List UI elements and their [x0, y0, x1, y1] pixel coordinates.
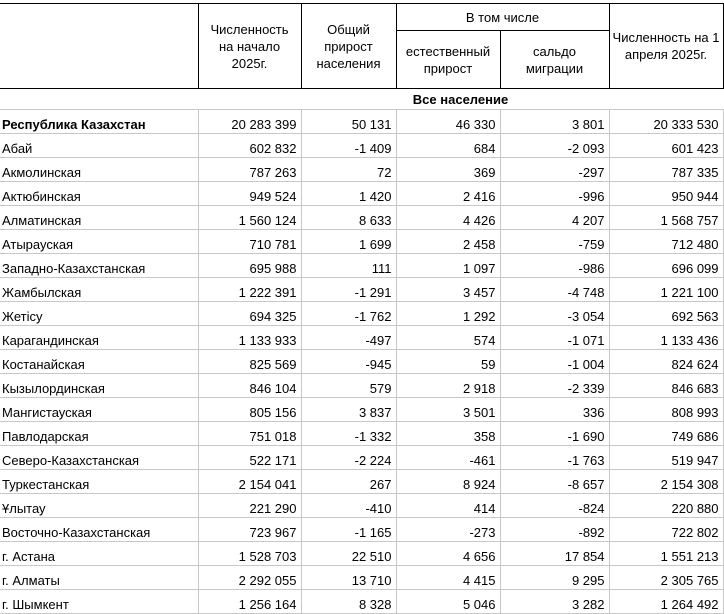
net-migration-cell: -1 690 [500, 422, 609, 446]
natural-growth-cell: 574 [396, 326, 500, 350]
table-row [0, 302, 723, 326]
start-population-cell: 522 171 [198, 446, 301, 470]
table-row [0, 590, 723, 614]
total-growth-cell: -1 409 [301, 134, 396, 158]
natural-growth-cell: 2 458 [396, 230, 500, 254]
table-row [0, 182, 723, 206]
start-population-cell: 846 104 [198, 374, 301, 398]
start-population-cell: 787 263 [198, 158, 301, 182]
table-row [0, 422, 723, 446]
natural-growth-cell: 8 924 [396, 470, 500, 494]
start-population-cell: 1 133 933 [198, 326, 301, 350]
header-total-growth: Общий прирост населения [301, 4, 396, 89]
table-row [0, 566, 723, 590]
start-population-cell: 805 156 [198, 398, 301, 422]
start-population-cell: 602 832 [198, 134, 301, 158]
table-row [0, 542, 723, 566]
end-population-cell: 1 133 436 [609, 326, 723, 350]
net-migration-cell: -996 [500, 182, 609, 206]
region-name: Туркестанская [0, 470, 198, 494]
total-growth-cell: -1 165 [301, 518, 396, 542]
end-population-cell: 1 551 213 [609, 542, 723, 566]
end-population-cell: 749 686 [609, 422, 723, 446]
total-growth-cell: 50 131 [301, 110, 396, 134]
end-population-cell: 846 683 [609, 374, 723, 398]
natural-growth-cell: 4 426 [396, 206, 500, 230]
net-migration-cell: 9 295 [500, 566, 609, 590]
start-population-cell: 710 781 [198, 230, 301, 254]
region-name: Кызылординская [0, 374, 198, 398]
start-population-cell: 1 256 164 [198, 590, 301, 614]
start-population-cell: 1 222 391 [198, 278, 301, 302]
table-row [0, 158, 723, 182]
net-migration-cell: -1 763 [500, 446, 609, 470]
end-population-cell: 519 947 [609, 446, 723, 470]
end-population-cell: 787 335 [609, 158, 723, 182]
start-population-cell: 825 569 [198, 350, 301, 374]
region-name: г. Алматы [0, 566, 198, 590]
natural-growth-cell: 414 [396, 494, 500, 518]
header-start-population: Численность на начало 2025г. [198, 4, 301, 89]
end-population-cell: 601 423 [609, 134, 723, 158]
net-migration-cell: -2 339 [500, 374, 609, 398]
natural-growth-cell: 1 292 [396, 302, 500, 326]
net-migration-cell: 3 801 [500, 110, 609, 134]
start-population-cell: 695 988 [198, 254, 301, 278]
region-name: Атырауская [0, 230, 198, 254]
end-population-cell: 712 480 [609, 230, 723, 254]
start-population-cell: 723 967 [198, 518, 301, 542]
table-row [0, 494, 723, 518]
start-population-cell: 20 283 399 [198, 110, 301, 134]
start-population-cell: 1 528 703 [198, 542, 301, 566]
natural-growth-cell: 2 416 [396, 182, 500, 206]
table-row [0, 326, 723, 350]
total-growth-cell: -1 762 [301, 302, 396, 326]
table-row [0, 110, 723, 134]
net-migration-cell: 336 [500, 398, 609, 422]
table-row [0, 134, 723, 158]
end-population-cell: 20 333 530 [609, 110, 723, 134]
end-population-cell: 692 563 [609, 302, 723, 326]
header-net-migration: сальдо миграции [500, 31, 609, 89]
end-population-cell: 2 154 308 [609, 470, 723, 494]
total-growth-cell: -945 [301, 350, 396, 374]
total-growth-cell: 8 633 [301, 206, 396, 230]
table-row [0, 470, 723, 494]
natural-growth-cell: 358 [396, 422, 500, 446]
natural-growth-cell: 3 501 [396, 398, 500, 422]
net-migration-cell: -4 748 [500, 278, 609, 302]
table-row [0, 446, 723, 470]
total-growth-cell: -1 332 [301, 422, 396, 446]
table-row [0, 230, 723, 254]
natural-growth-cell: 3 457 [396, 278, 500, 302]
net-migration-cell: -297 [500, 158, 609, 182]
net-migration-cell: -8 657 [500, 470, 609, 494]
net-migration-cell: 4 207 [500, 206, 609, 230]
start-population-cell: 2 154 041 [198, 470, 301, 494]
total-growth-cell: -1 291 [301, 278, 396, 302]
natural-growth-cell: 369 [396, 158, 500, 182]
start-population-cell: 751 018 [198, 422, 301, 446]
end-population-cell: 824 624 [609, 350, 723, 374]
total-growth-cell: 579 [301, 374, 396, 398]
header-group-including: В том числе [396, 4, 609, 31]
natural-growth-cell: 5 046 [396, 590, 500, 614]
start-population-cell: 949 524 [198, 182, 301, 206]
end-population-cell: 2 305 765 [609, 566, 723, 590]
natural-growth-cell: 46 330 [396, 110, 500, 134]
natural-growth-cell: -461 [396, 446, 500, 470]
start-population-cell: 694 325 [198, 302, 301, 326]
region-name: Восточно-Казахстанская [0, 518, 198, 542]
header-region-blank [0, 4, 198, 89]
net-migration-cell: -824 [500, 494, 609, 518]
total-growth-cell: 8 328 [301, 590, 396, 614]
region-name: Ұлытау [0, 494, 198, 518]
net-migration-cell: 17 854 [500, 542, 609, 566]
natural-growth-cell: 2 918 [396, 374, 500, 398]
natural-growth-cell: 4 656 [396, 542, 500, 566]
region-name: Жамбылская [0, 278, 198, 302]
population-table [0, 3, 724, 614]
total-growth-cell: 1 699 [301, 230, 396, 254]
net-migration-cell: 3 282 [500, 590, 609, 614]
end-population-cell: 1 568 757 [609, 206, 723, 230]
start-population-cell: 1 560 124 [198, 206, 301, 230]
region-name: Жетісу [0, 302, 198, 326]
total-growth-cell: 22 510 [301, 542, 396, 566]
net-migration-cell: -3 054 [500, 302, 609, 326]
end-population-cell: 808 993 [609, 398, 723, 422]
region-name: Западно-Казахстанская [0, 254, 198, 278]
table-row [0, 350, 723, 374]
total-growth-cell: -497 [301, 326, 396, 350]
natural-growth-cell: 1 097 [396, 254, 500, 278]
net-migration-cell: -1 071 [500, 326, 609, 350]
total-growth-cell: 1 420 [301, 182, 396, 206]
region-name: Карагандинская [0, 326, 198, 350]
region-name: Костанайская [0, 350, 198, 374]
total-growth-cell: 3 837 [301, 398, 396, 422]
section-label: Все население [412, 91, 509, 107]
end-population-cell: 1 221 100 [609, 278, 723, 302]
total-growth-cell: 111 [301, 254, 396, 278]
start-population-cell: 2 292 055 [198, 566, 301, 590]
header-end-population: Численность на 1 апреля 2025г. [609, 4, 723, 89]
region-name: Северо-Казахстанская [0, 446, 198, 470]
region-name: Мангистауская [0, 398, 198, 422]
table-row [0, 398, 723, 422]
natural-growth-cell: -273 [396, 518, 500, 542]
total-growth-cell: -2 224 [301, 446, 396, 470]
region-name: Актюбинская [0, 182, 198, 206]
region-name: Акмолинская [0, 158, 198, 182]
table-row [0, 518, 723, 542]
net-migration-cell: -2 093 [500, 134, 609, 158]
end-population-cell: 220 880 [609, 494, 723, 518]
table-row [0, 206, 723, 230]
start-population-cell: 221 290 [198, 494, 301, 518]
end-population-cell: 696 099 [609, 254, 723, 278]
total-growth-cell: 13 710 [301, 566, 396, 590]
net-migration-cell: -1 004 [500, 350, 609, 374]
region-name: Павлодарская [0, 422, 198, 446]
net-migration-cell: -892 [500, 518, 609, 542]
table-row [0, 374, 723, 398]
table-row [0, 254, 723, 278]
total-growth-cell: 267 [301, 470, 396, 494]
table-row [0, 278, 723, 302]
total-growth-cell: 72 [301, 158, 396, 182]
natural-growth-cell: 4 415 [396, 566, 500, 590]
end-population-cell: 1 264 492 [609, 590, 723, 614]
end-population-cell: 722 802 [609, 518, 723, 542]
end-population-cell: 950 944 [609, 182, 723, 206]
net-migration-cell: -759 [500, 230, 609, 254]
region-name: Абай [0, 134, 198, 158]
total-growth-cell: -410 [301, 494, 396, 518]
natural-growth-cell: 59 [396, 350, 500, 374]
region-name: г. Астана [0, 542, 198, 566]
natural-growth-cell: 684 [396, 134, 500, 158]
region-name: г. Шымкент [0, 590, 198, 614]
header-natural-growth: естественный прирост [396, 31, 500, 89]
region-name: Алматинская [0, 206, 198, 230]
net-migration-cell: -986 [500, 254, 609, 278]
region-name: Республика Казахстан [0, 110, 198, 134]
